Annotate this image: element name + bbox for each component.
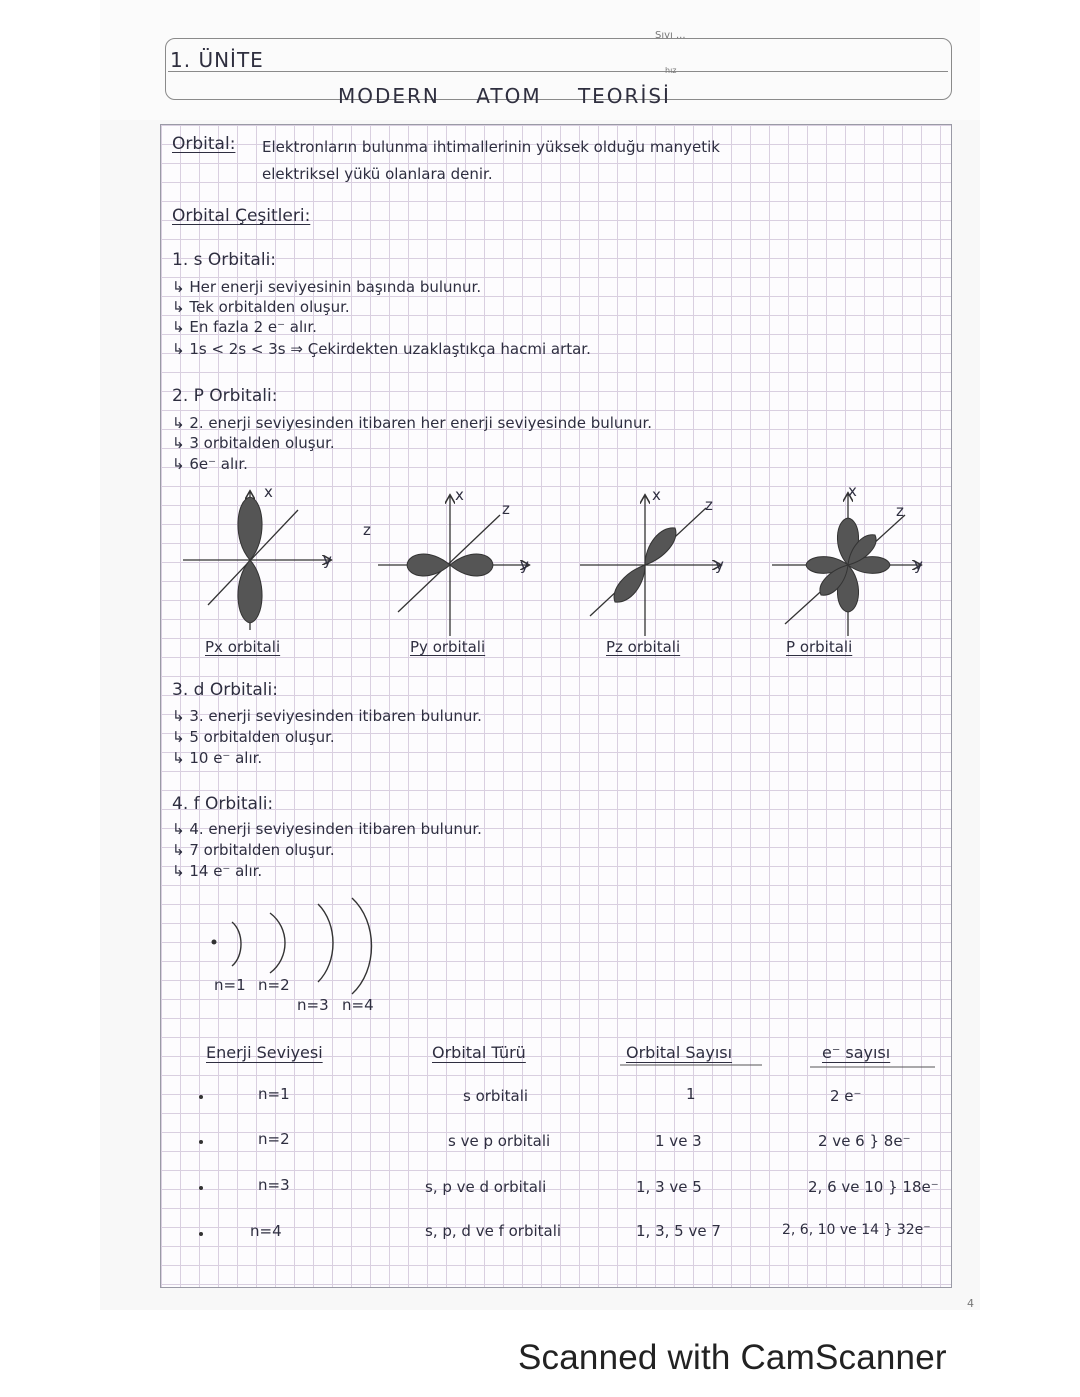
p-caption: P orbitali — [786, 638, 853, 656]
p-z-label: z — [896, 502, 904, 520]
table-cell-electrons: 2, 6 ve 10 } 18e⁻ — [808, 1178, 939, 1196]
table-cell-level: n=2 — [258, 1130, 290, 1148]
table-cell-type: s, p ve d orbitali — [425, 1178, 547, 1196]
f-orbital-item-2: ↳ 7 orbitalden oluşur. — [172, 841, 335, 859]
row-bullet — [199, 1186, 203, 1190]
pz-x-label: x — [652, 486, 661, 504]
s-orbital-heading: 1. s Orbitali: — [172, 250, 277, 270]
s-orbital-item-2: ↳ Tek orbitalden oluşur. — [172, 298, 350, 316]
py-caption: Py orbitali — [410, 638, 486, 656]
definition-line-1: Elektronların bulunma ihtimallerinin yüksek olduğu manyetik — [262, 138, 720, 156]
table-cell-count: 1 ve 3 — [655, 1132, 702, 1150]
pz-caption: Pz orbitali — [606, 638, 681, 656]
definition-line-2: elektriksel yükü olanlara denir. — [262, 165, 493, 183]
p-orbital-heading: 2. P Orbitali: — [172, 386, 278, 406]
unit-label: 1. ÜNİTE — [170, 48, 264, 72]
row-bullet — [199, 1140, 203, 1144]
py-x-label: x — [455, 486, 464, 504]
table-cell-type: s, p, d ve f orbitali — [425, 1222, 562, 1240]
s-orbital-item-3: ↳ En fazla 2 e⁻ alır. — [172, 318, 317, 336]
p-orbital-item-1: ↳ 2. enerji seviyesinden itibaren her enerji seviyesinde bulunur. — [172, 414, 653, 432]
py-y-label: y — [520, 556, 529, 574]
table-header-type: Orbital Türü — [432, 1043, 526, 1062]
px-caption: Px orbitali — [205, 638, 281, 656]
f-orbital-item-3: ↳ 14 e⁻ alır. — [172, 862, 263, 880]
d-orbital-item-3: ↳ 10 e⁻ alır. — [172, 749, 263, 767]
pz-z-label: z — [705, 496, 713, 514]
shell-label-n3: n=3 — [297, 996, 329, 1014]
table-cell-count: 1 — [686, 1085, 696, 1103]
table-cell-count: 1, 3 ve 5 — [636, 1178, 702, 1196]
s-orbital-item-1: ↳ Her enerji seviyesinin başında bulunur. — [172, 278, 482, 296]
table-header-level: Enerji Seviyesi — [206, 1043, 323, 1062]
pz-y-label: y — [715, 556, 724, 574]
p-x-label: x — [848, 482, 857, 500]
px-y-label: y — [323, 551, 332, 569]
table-header-count: Orbital Sayısı — [626, 1043, 733, 1062]
py-z-label: z — [502, 500, 510, 518]
p-y-label: y — [914, 556, 923, 574]
p-orbital-item-2: ↳ 3 orbitalden oluşur. — [172, 434, 335, 452]
page-title: MODERN ATOM TEORİSİ — [338, 84, 671, 108]
shell-label-n1: n=1 — [214, 976, 246, 994]
table-cell-count: 1, 3, 5 ve 7 — [636, 1222, 721, 1240]
table-cell-level: n=4 — [250, 1222, 282, 1240]
table-cell-type: s ve p orbitali — [448, 1132, 551, 1150]
d-orbital-heading: 3. d Orbitali: — [172, 680, 278, 700]
d-orbital-item-2: ↳ 5 orbitalden oluşur. — [172, 728, 335, 746]
corner-note: Sıvı ... — [655, 30, 686, 41]
pz-diagram — [580, 496, 720, 636]
f-orbital-heading: 4. f Orbitali: — [172, 794, 274, 814]
p-orbital-item-3: ↳ 6e⁻ alır. — [172, 455, 248, 473]
page-number: 4 — [967, 1297, 974, 1310]
table-header-electrons: e⁻ sayısı — [822, 1043, 891, 1062]
table-cell-electrons: 2 ve 6 } 8e⁻ — [818, 1132, 911, 1150]
row-bullet — [199, 1232, 203, 1236]
orbital-term: Orbital: — [172, 134, 236, 154]
corner-note-2: hız — [665, 66, 677, 75]
orbital-types-heading: Orbital Çeşitleri: — [172, 206, 311, 226]
px-z-axis: z — [363, 521, 371, 539]
s-orbital-item-4: ↳ 1s < 2s < 3s ⇒ Çekirdekten uzaklaştıkça hacmi artar. — [172, 340, 591, 358]
table-cell-electrons: 2 e⁻ — [830, 1087, 862, 1105]
table-cell-electrons: 2, 6, 10 ve 14 } 32e⁻ — [782, 1222, 931, 1238]
d-orbital-item-1: ↳ 3. enerji seviyesinden itibaren bulunur. — [172, 707, 482, 725]
px-x-label: x — [264, 483, 273, 501]
shell-label-n2: n=2 — [258, 976, 290, 994]
px-diagram — [183, 492, 330, 630]
shell-label-n4: n=4 — [342, 996, 374, 1014]
scanner-watermark: Scanned with CamScanner — [518, 1338, 947, 1377]
table-cell-level: n=1 — [258, 1085, 290, 1103]
row-bullet — [199, 1095, 203, 1099]
table-cell-type: s orbitali — [463, 1087, 529, 1105]
f-orbital-item-1: ↳ 4. enerji seviyesinden itibaren bulunur. — [172, 820, 482, 838]
table-cell-level: n=3 — [258, 1176, 290, 1194]
